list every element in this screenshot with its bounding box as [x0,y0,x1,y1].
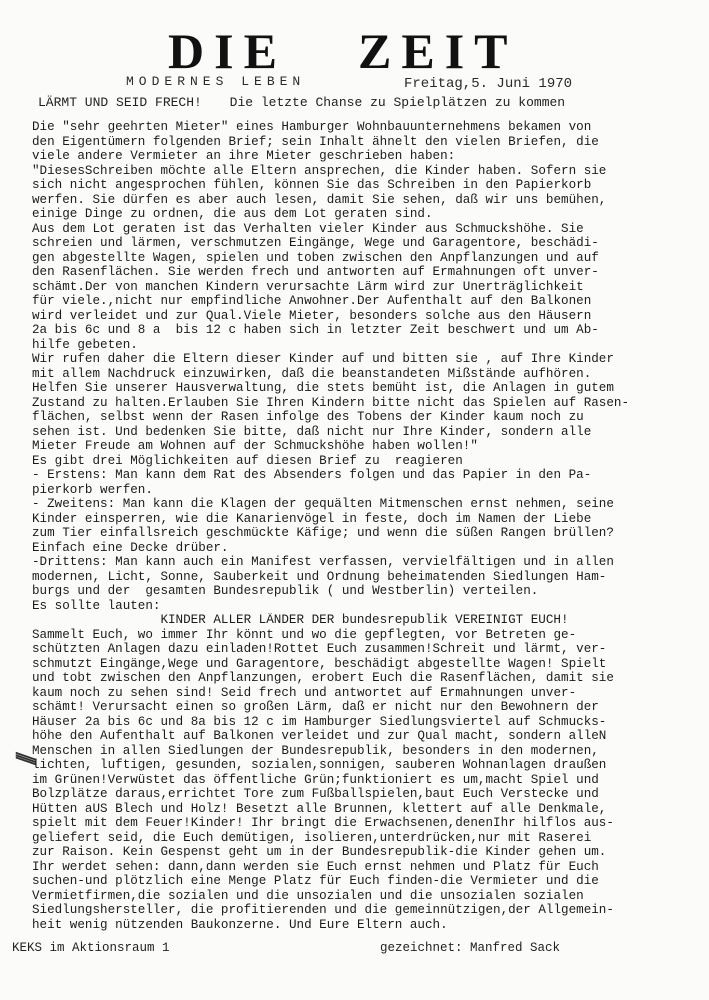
body-line: modernen, Licht, Sonne, Sauberkeit und Ordnung beheimatenden Siedlungen Ham- [32,569,607,584]
body-line: geliefert seid, die Euch demütigen, isolieren,unterdrücken,nur mit Raserei [32,830,592,845]
body-line: "DiesesSchreiben möchte alle Eltern ansprechen, die Kinder haben. Sofern sie [32,163,607,178]
body-line: Bolzplätze daraus,errichtet Tore zum Fußballspielen,baut Euch Verstecke und [32,787,599,801]
body-line: sich nicht angesprochen fühlen, können Sie das Schreiben in den Papierkorb [32,178,592,192]
masthead-word-1: DIE [168,23,287,79]
section-label: MODERNES LEBEN [126,74,306,89]
margin-mark: /// [9,752,42,760]
body-line: Häuser 2a bis 6c und 8a bis 12 c im Hamburger Siedlungsviertel auf Schmucks- [32,714,607,729]
body-line: Siedlungshersteller, die profitierenden und die gemeinnützigen,der Allgemein- [32,903,614,917]
body-line: heit wenig nützenden Baukonzerne. Und Eure Eltern auch. [32,917,448,932]
body-line: Hütten aUS Blech und Holz! Besetzt alle Brunnen, klettert auf alle Denkmale, [32,801,607,816]
body-line: Aus dem Lot geraten ist das Verhalten vieler Kinder aus Schmuckshöhe. Sie [32,221,584,236]
body-line: den Rasenflächen. Sie werden frech und antworten auf Ermahnungen oft unver- [32,265,599,279]
body-line: schreien und lärmen, verschmutzen Eingänge, Wege und Garagentore, beschädi- [32,236,599,250]
body-line: schützten Anlagen dazu einladen!Rottet Euch zusammen!Schreit und lärmt, ver- [32,642,607,656]
masthead [0,22,709,78]
body-line: lichten, luftigen, gesunden, sozialen,sonnigen, sauberen Wohnanlagen draußen [32,758,607,772]
body-line: im Grünen!Verwüstet das öffentliche Grün;funktioniert es um,macht Spiel und [32,772,599,787]
body-line: zum Tier einfallsreich geschmückte Käfige; und wenn die süßen Rangen brüllen? [32,526,614,540]
body-line: viele andere Vermieter an ihre Mieter geschrieben haben: [32,149,456,163]
body-line: werfen. Sie dürfen es aber auch lesen, damit Sie sehen, daß wir uns bemühen, [32,192,607,207]
body-line: Sammelt Euch, wo immer Ihr könnt und wo die gepflegten, vor Betreten ge- [32,627,577,642]
masthead-word-2: ZEIT [358,23,518,79]
body-line: -Drittens: Man kann auch ein Manifest verfassen, vervielfältigen und in allen [32,555,614,569]
body-line: für viele.,nicht nur empfindliche Anwohner.Der Aufenthalt auf den Balkonen [32,294,592,308]
article-body [32,120,697,932]
body-line: KINDER ALLER LÄNDER DER bundesrepublik VEREINIGT EUCH! [160,613,569,627]
body-line: wird verleidet und zur Qual.Viele Mieter, besonders solche aus den Häusern [32,308,592,323]
body-line: zur Raison. Kein Gespenst geht um in der Bundesrepublik-die Kinder gehen um. [32,845,607,859]
body-line: burgs und der gesamten Bundesrepublik ( und Westberlin) verteilen. [32,584,539,598]
body-line: flächen, selbst wenn der Rasen infolge des Tobens der Kinder kaum noch zu [32,410,584,424]
footer-left: KEKS im Aktionsraum 1 [12,941,170,955]
body-line: Die "sehr geehrten Mieter" eines Hamburger Wohnbauunternehmens bekamen von [32,120,592,134]
body-line: Vermietfirmen,die sozialen und die unsozialen und die unsozialen sozialen [32,888,584,903]
headline-left: LÄRMT UND SEID FRECH! [38,95,202,110]
body-line: sehen ist. Und bedenken Sie bitte, daß nicht nur Ihre Kinder, sondern alle [32,424,592,439]
headline [38,95,565,110]
body-line: schämt.Der von manchen Kindern verursachte Lärm wird zur Unerträglichkeit [32,279,584,294]
dateline: Freitag,5. Juni 1970 [404,76,573,92]
body-line: höhe den Aufenthalt auf Balkonen verleidet und zur Qual macht, sondern alleN [32,729,607,743]
body-line: Helfen Sie unserer Hausverwaltung, die stets bemüht ist, die Anlagen in gutem [32,381,614,395]
body-line: und tobt zwischen den Anpflanzungen, erobert Euch die Rasenflächen, damit sie [32,671,614,685]
body-line: kaum noch zu sehen sind! Seid frech und antwortet auf Ermahnungen unver- [32,685,577,700]
body-line: Menschen in allen Siedlungen der Bundesrepublik, besonders in den modernen, [32,743,599,758]
body-line: 2a bis 6c und 8 a bis 12 c haben sich in letzter Zeit beschwert und um Ab- [32,323,599,337]
body-line: Es gibt drei Möglichkeiten auf diesen Brief zu reagieren [32,453,463,468]
body-line: - Zweitens: Man kann die Klagen der gequälten Mitmenschen ernst nehmen, seine [32,497,614,511]
body-line: pierkorb werfen. [32,482,153,497]
body-line: Kinder einsperren, wie die Kanarienvögel in feste, doch im Namen der Liebe [32,511,592,526]
body-line: hilfe gebeten. [32,337,138,352]
body-line: spielt mit dem Feuer!Kinder! Ihr bringt die Erwachsenen,denenIhr hilflos aus- [32,816,614,830]
body-line: Mieter Freude am Wohnen auf der Schmuckshöhe haben wollen!" [32,439,478,453]
body-line: den Eigentümern folgenden Brief; sein Inhalt ähnelt den vielen Briefen, die [32,134,599,149]
body-line: einige Dinge zu ordnen, die aus dem Lot geraten sind. [32,207,433,221]
body-line: - Erstens: Man kann dem Rat des Absenders folgen und das Papier in den Pa- [32,468,592,482]
body-line: schämt! Verursacht einen so großen Lärm, daß er nicht nur den Bewohnern der [32,700,599,714]
body-line: Wir rufen daher die Eltern dieser Kinder auf und bitten sie , auf Ihre Kinder [32,352,614,366]
body-line: Ihr werdet sehen: dann,dann werden sie Euch ernst nehmen und Platz für Euch [32,859,599,874]
body-line: Einfach eine Decke drüber. [32,540,229,555]
headline-right: Die letzte Chanse zu Spielplätzen zu kommen [229,95,566,110]
body-line: schmutzt Eingänge,Wege und Garagentore, beschädigt abgestellte Wagen! Spielt [32,656,607,671]
footer-signature: gezeichnet: Manfred Sack [380,941,561,955]
body-line: Zustand zu halten.Erlauben Sie Ihren Kindern bitte nicht das Spielen auf Rasen- [32,395,630,410]
body-line: suchen-und plötzlich eine Menge Platz für Euch finden-die Vermieter und die [32,874,599,888]
body-line: gen abgestellte Wagen, spielen und toben zwischen den Anpflanzungen und auf [32,250,599,265]
body-line: Es sollte lauten: [32,598,161,613]
body-line: mit allem Nachdruck einzuwirken, daß die beanstandeten Mißstände aufhören. [32,366,592,381]
